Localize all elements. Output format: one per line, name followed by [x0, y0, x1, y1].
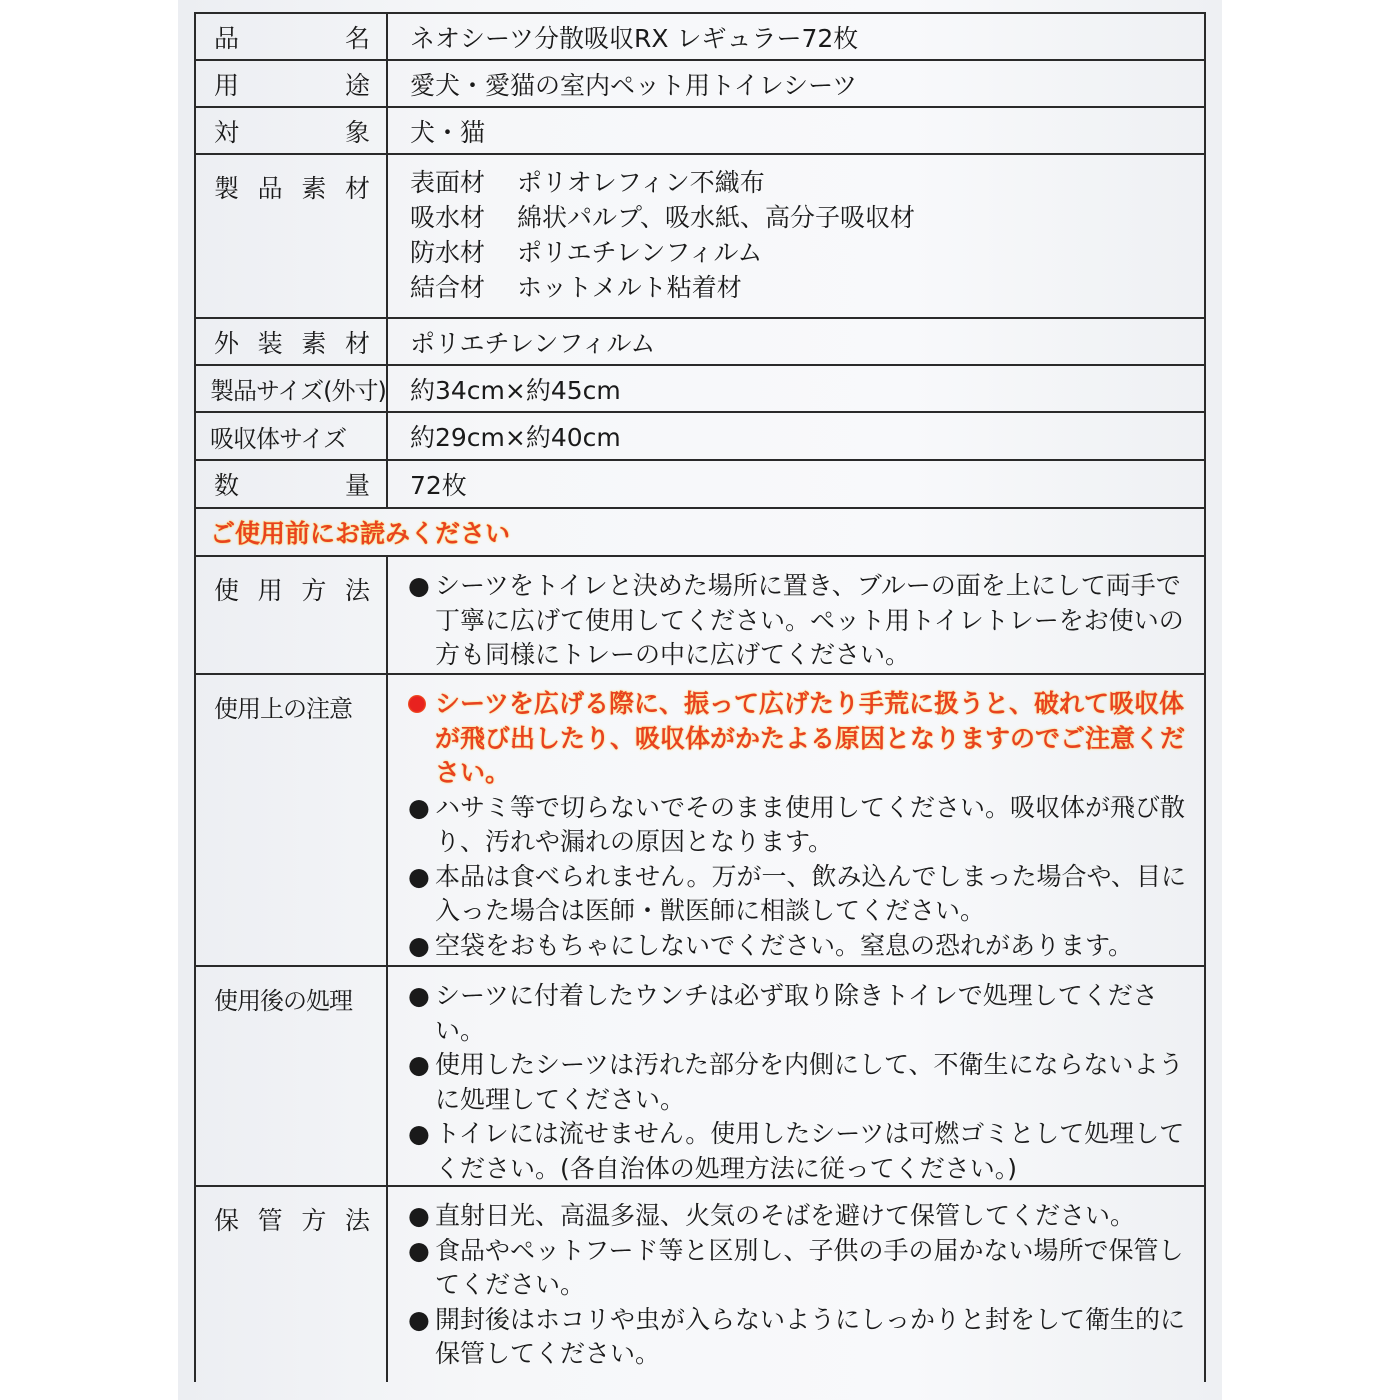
row-absorb-size [196, 413, 1204, 461]
bullet-icon: ● [408, 1050, 430, 1079]
product-spec-table [194, 12, 1206, 1382]
material-item: 防水材 ポリエチレンフィルム [410, 238, 763, 267]
value-package-material: ポリエチレンフィルム [410, 328, 656, 358]
warning-item: シーツを広げる際に、振って広げたり手荒に扱うと、破れて吸収体が飛び出したり、吸収体がかたよる原因となりますのでご注意ください。 [408, 687, 1204, 791]
bullet-icon: ● [408, 1119, 430, 1148]
label-usage-caution: 使用上の注意 [196, 675, 388, 965]
list-item: ● 直射日光、高温多湿、火気のそばを避けて保管してください。 [408, 1199, 1204, 1234]
read-before-use-notice: ご使用前にお読みください [196, 509, 1204, 557]
material-item: 結合材 ホットメルト粘着材 [410, 273, 742, 302]
row-storage [196, 1187, 1204, 1382]
bullet-icon: ● [408, 571, 430, 600]
value-storage [388, 1187, 1204, 1382]
label-package-material: 外装素材 [196, 319, 388, 364]
label-use: 用 途 [196, 61, 388, 106]
label-product-size: 製品サイズ(外寸) [196, 366, 388, 411]
value-absorb-size: 約29cm×約40cm [410, 423, 621, 452]
value-how-to-use [388, 557, 1204, 673]
value-disposal [388, 967, 1204, 1185]
label-disposal: 使用後の処理 [196, 967, 388, 1185]
label-quantity: 数 量 [196, 461, 388, 507]
bullet-icon: ● [408, 981, 430, 1010]
label-materials: 製品素材 [196, 155, 388, 317]
label-how-to-use: 使用方法 [196, 557, 388, 673]
bullet-icon: ● [408, 861, 430, 891]
bullet-icon: ● [408, 1235, 430, 1265]
label-target: 対 象 [196, 108, 388, 153]
row-quantity [196, 461, 1204, 509]
value-materials [388, 155, 1204, 317]
bullet-icon: ● [408, 792, 430, 822]
value-target: 犬・猫 [410, 117, 486, 147]
value-usage-caution [388, 675, 1204, 965]
row-usage-caution [196, 675, 1204, 967]
row-materials [196, 155, 1204, 319]
list-item: ● 空袋をおもちゃにしないでください。窒息の恐れがあります。 [408, 929, 1204, 964]
label-product-name: 品 名 [196, 14, 388, 59]
bullet-icon: ● [408, 930, 430, 960]
value-product-name: ネオシーツ分散吸収RX レギュラー72枚 [410, 23, 859, 53]
row-how-to-use [196, 557, 1204, 675]
label-absorb-size: 吸収体サイズ [196, 413, 388, 459]
row-product-size [196, 366, 1204, 413]
row-target [196, 108, 1204, 155]
row-product-name [196, 14, 1204, 61]
value-product-size: 約34cm×約45cm [410, 375, 621, 405]
bullet-icon: ● [408, 1304, 430, 1334]
list-item: ● 食品やペットフード等と区別し、子供の手の届かない場所で保管してください。 [408, 1234, 1204, 1303]
value-use: 愛犬・愛猫の室内ペット用トイレシーツ [410, 70, 858, 100]
list-item: ● シーツに付着したウンチは必ず取り除きトイレで処理してください。 [408, 979, 1204, 1048]
list-item: ● 使用したシーツは汚れた部分を内側にして、不衛生にならないように処理してください。 [408, 1048, 1204, 1117]
warning-dot-icon [408, 695, 426, 713]
list-item: ● 本品は食べられません。万が一、飲み込んでしまった場合や、目に入った場合は医師・獣医師に相談してください。 [408, 860, 1204, 929]
row-use [196, 61, 1204, 108]
row-disposal [196, 967, 1204, 1187]
label-storage: 保管方法 [196, 1187, 388, 1382]
material-item: 吸水材 綿状パルプ、吸水紙、高分子吸収材 [410, 203, 916, 232]
bullet-icon: ● [408, 1201, 430, 1230]
row-package-material [196, 319, 1204, 366]
list-item: ● 開封後はホコリや虫が入らないようにしっかりと封をして衛生的に保管してください。 [408, 1303, 1204, 1372]
list-item: ● ハサミ等で切らないでそのまま使用してください。吸収体が飛び散り、汚れや漏れの原因となります。 [408, 791, 1204, 860]
material-item: 表面材 ポリオレフィン不織布 [410, 168, 765, 197]
list-item: ● シーツをトイレと決めた場所に置き、ブルーの面を上にして両手で丁寧に広げて使用してください。ペット用トイレトレーをお使いの方も同様にトレーの中に広げてください。 [408, 569, 1204, 673]
list-item: ● トイレには流せません。使用したシーツは可燃ゴミとして処理してください。(各自治体の処理方法に従ってください。) [408, 1117, 1204, 1186]
value-quantity: 72枚 [410, 471, 467, 500]
